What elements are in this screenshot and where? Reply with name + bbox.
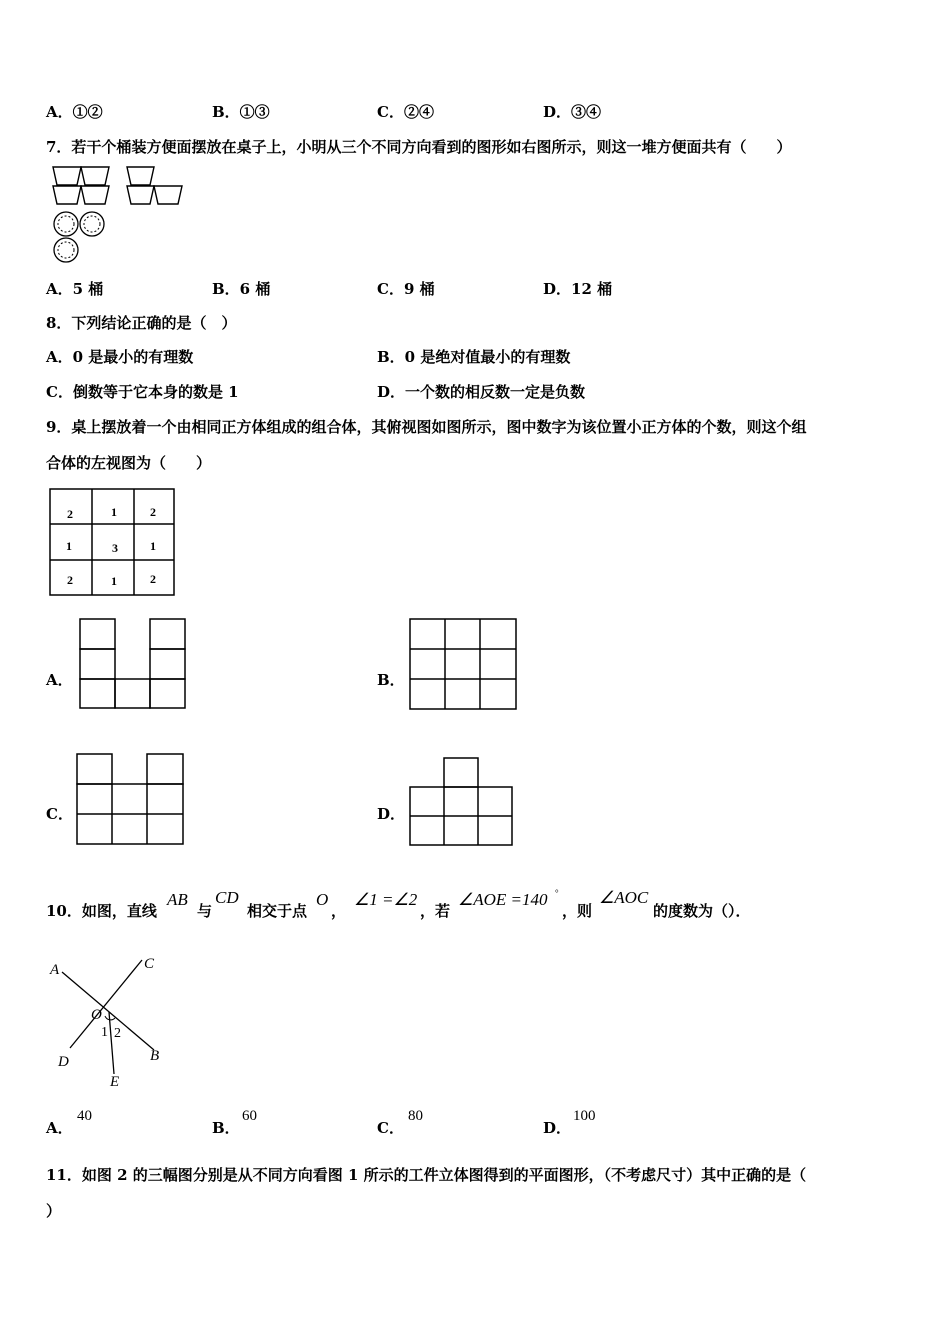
label-c: C bbox=[144, 956, 155, 972]
q10-cd: CD bbox=[215, 888, 239, 907]
q9-option-c-label: C． bbox=[46, 805, 73, 823]
q8-question: 8．下列结论正确的是（ ） bbox=[46, 314, 237, 332]
q6-option-a: A．①② bbox=[46, 103, 103, 121]
q10-degree-mark: ° bbox=[555, 888, 559, 898]
q7-option-c: C．9 桶 bbox=[377, 280, 435, 298]
line-ab bbox=[62, 972, 154, 1050]
q9-question-line1: 9．桌上摆放着一个由相同正方体组成的组合体，其俯视图如图所示，图中数字为该位置小正方体的个数，则这个组 bbox=[46, 418, 807, 436]
q10-figure-lines bbox=[48, 950, 168, 1092]
grid-cell-r2c2: 3 bbox=[112, 541, 118, 555]
q8-option-b: B．0 是绝对值最小的有理数 bbox=[377, 348, 571, 366]
q11-question-line1: 11．如图 2 的三幅图分别是从不同方向看图 1 所示的工件立体图得到的平面图形，（不考虑尺寸）其中正确的是（ bbox=[46, 1166, 807, 1184]
q10-o: O bbox=[316, 890, 329, 909]
q7-figure-views bbox=[50, 164, 190, 264]
label-e: E bbox=[110, 1074, 120, 1090]
grid-cell-r1c2: 1 bbox=[111, 505, 117, 519]
q7-option-d: D．12 桶 bbox=[543, 280, 613, 298]
label-angle-1: 1 bbox=[101, 1025, 108, 1040]
grid-cell-r1c3: 2 bbox=[150, 505, 156, 519]
q10-option-a-label: A． bbox=[46, 1119, 73, 1137]
q8-option-a: A．0 是最小的有理数 bbox=[46, 348, 194, 366]
ray-oe bbox=[109, 1012, 114, 1074]
label-angle-2: 2 bbox=[114, 1026, 121, 1041]
q10-angle-aoe: ∠AOE =140 bbox=[458, 890, 548, 909]
q9-option-d-label: D． bbox=[377, 805, 406, 823]
label-a: A bbox=[50, 962, 60, 978]
q10-option-b-label: B． bbox=[212, 1119, 240, 1137]
q9-top-view-grid bbox=[49, 488, 177, 598]
q7-option-b: B．6 桶 bbox=[212, 280, 271, 298]
q10-suffix: 的度数为（）． bbox=[653, 902, 751, 920]
q10-comma: ， bbox=[331, 902, 347, 920]
q10-option-a-value: 40 bbox=[77, 1108, 92, 1124]
label-d: D bbox=[58, 1054, 69, 1070]
q7-option-a: A．5 桶 bbox=[46, 280, 104, 298]
q10-with: 与 bbox=[197, 902, 213, 920]
q10-option-d-label: D． bbox=[543, 1119, 572, 1137]
q9-option-c-figure bbox=[76, 753, 186, 847]
q10-option-d-value: 100 bbox=[573, 1108, 596, 1124]
q7-side-view bbox=[127, 167, 182, 204]
q10-then: ，则 bbox=[562, 902, 593, 920]
q10-option-c-label: C． bbox=[377, 1119, 404, 1137]
q10-if: ，若 bbox=[420, 902, 451, 920]
label-b: B bbox=[150, 1048, 160, 1064]
q11-question-line2: ） bbox=[46, 1202, 62, 1220]
q9-option-d-figure bbox=[409, 757, 515, 847]
q10-angle-aoc: ∠AOC bbox=[599, 888, 649, 907]
q10-option-b-value: 60 bbox=[242, 1108, 257, 1124]
q9-option-b-figure bbox=[409, 618, 519, 712]
q10-option-c-value: 80 bbox=[408, 1108, 423, 1124]
label-o: O bbox=[91, 1007, 102, 1023]
q7-top-view bbox=[54, 212, 104, 262]
grid-cell-r2c3: 1 bbox=[150, 539, 156, 553]
grid-cell-r3c2: 1 bbox=[111, 574, 117, 588]
q7-front-view bbox=[53, 167, 109, 204]
grid-cell-r3c1: 2 bbox=[67, 573, 73, 587]
q9-option-a-label: A． bbox=[46, 671, 73, 689]
q6-option-d: D．③④ bbox=[543, 103, 602, 121]
q9-option-b-label: B． bbox=[377, 671, 405, 689]
grid-cell-r2c1: 1 bbox=[66, 539, 72, 553]
q10-ab: AB bbox=[167, 890, 188, 909]
q7-question: 7．若干个桶装方便面摆放在桌子上，小明从三个不同方向看到的图形如右图所示，则这一堆方便面共有（ ） bbox=[46, 138, 792, 156]
q9-option-a-figure bbox=[79, 618, 187, 710]
grid-cell-r3c3: 2 bbox=[150, 572, 156, 586]
q6-option-b: B．①③ bbox=[212, 103, 270, 121]
q10-angle-equal: ∠1 =∠2 bbox=[354, 890, 418, 909]
q6-option-c: C．②④ bbox=[377, 103, 434, 121]
q10-prefix: 10．如图，直线 bbox=[46, 902, 157, 920]
q10-intersect: 相交于点 bbox=[247, 902, 308, 920]
q8-option-d: D．一个数的相反数一定是负数 bbox=[377, 383, 586, 401]
grid-cell-r1c1: 2 bbox=[67, 507, 73, 521]
q8-option-c: C．倒数等于它本身的数是 1 bbox=[46, 383, 239, 401]
q9-question-line2: 合体的左视图为（ ） bbox=[46, 454, 212, 472]
